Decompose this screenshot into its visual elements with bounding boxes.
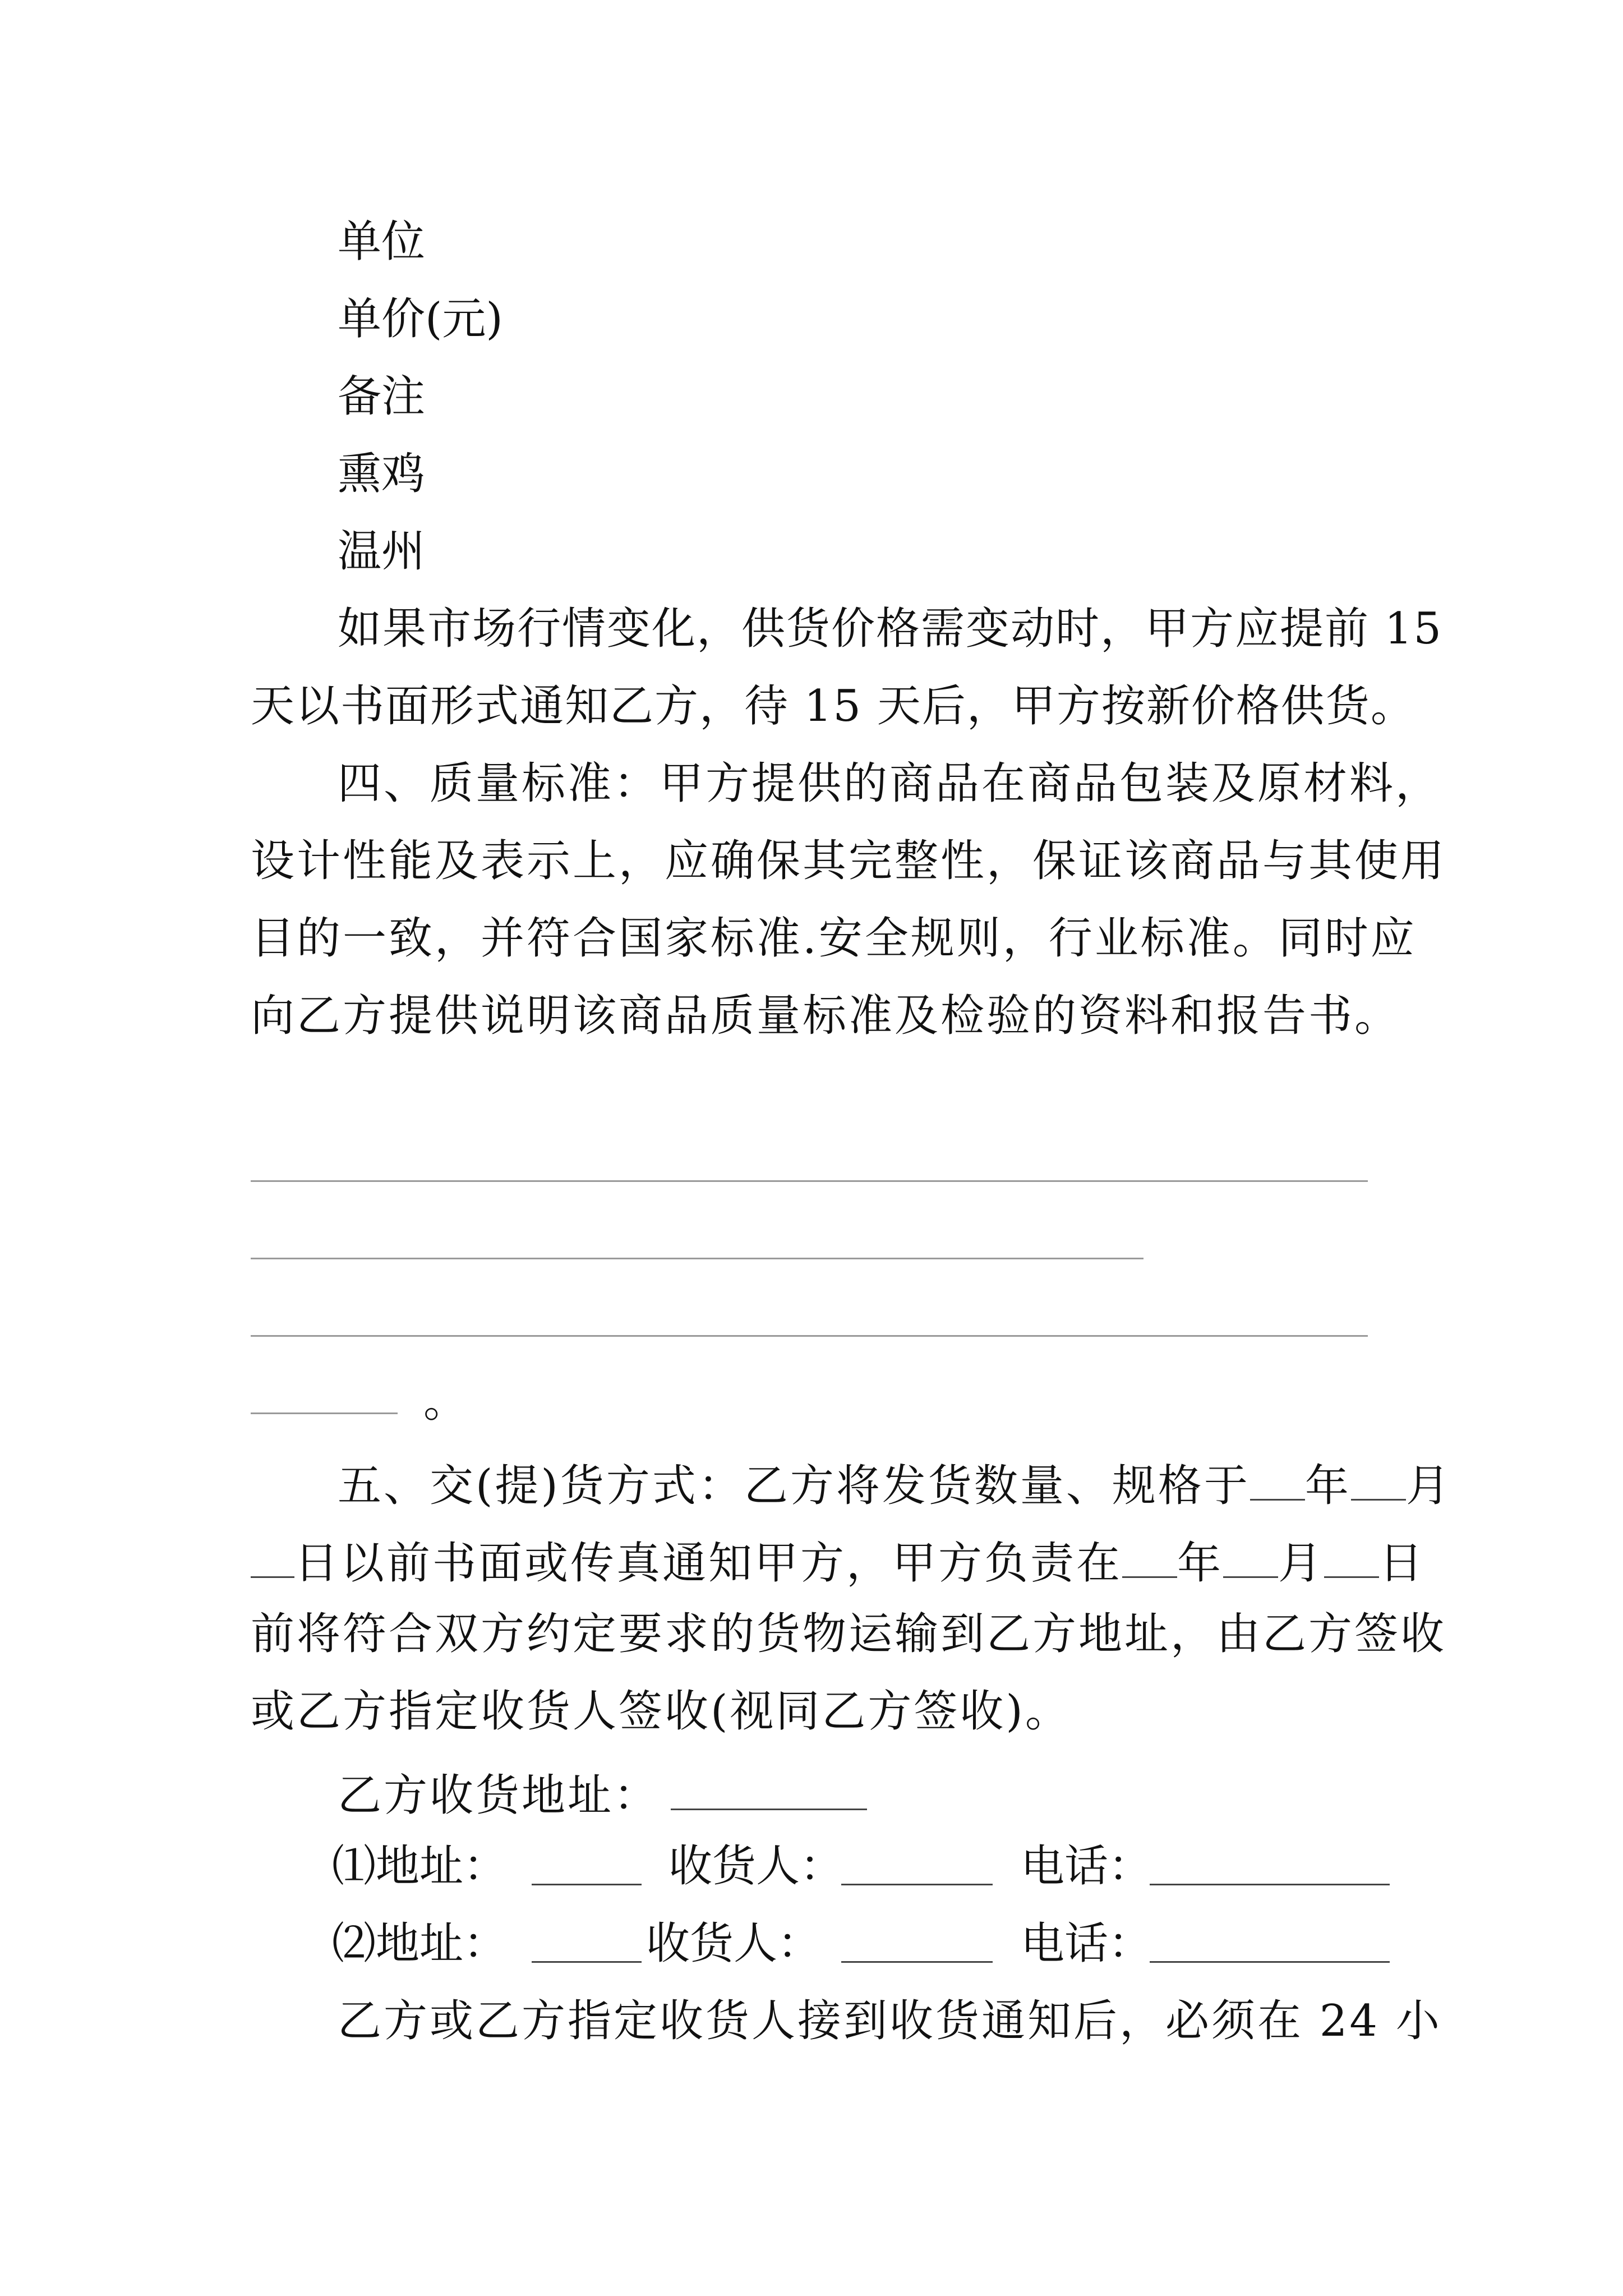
year-label-2: 年 xyxy=(1177,1538,1224,1589)
address-row-1-receiver-label: 收货人： xyxy=(668,1841,844,1892)
blank-rule-2 xyxy=(251,1258,1144,1259)
quality-clause-line-2: 设计性能及表示上，应确保其完整性，保证该商品与其使用 xyxy=(251,836,1447,886)
day-label-2: 日 xyxy=(1379,1538,1426,1589)
address-row-1-phone-label: 电话： xyxy=(1021,1841,1152,1892)
address-row-2-address-blank xyxy=(532,1961,642,1963)
delivery-clause-line-2 xyxy=(251,1535,1426,1589)
delivery-line1-text: 五、交(提)货方式：乙方将发货数量、规格于 xyxy=(338,1461,1250,1512)
address-row-1-address-blank xyxy=(532,1884,642,1885)
address-row-1-phone-blank xyxy=(1150,1884,1390,1885)
month-blank-2 xyxy=(1223,1535,1278,1578)
delivery-line2-text: 日以前书面或传真通知甲方，甲方负责在 xyxy=(294,1538,1123,1589)
price-clause-line-2: 天以书面形式通知乙方，待 15 天后，甲方按新价格供货。 xyxy=(251,681,1415,731)
product-origin: 温州 xyxy=(338,526,426,577)
quality-clause-line-1: 四、质量标准：甲方提供的商品在商品包装及原材料， xyxy=(338,758,1442,809)
address-row-2-label: ⑵地址： xyxy=(332,1918,508,1969)
quality-clause-line-3: 目的一致，并符合国家标准.安全规则，行业标准。同时应 xyxy=(251,913,1417,964)
year-blank-2 xyxy=(1122,1535,1177,1578)
address-row-1-receiver-blank xyxy=(841,1884,993,1885)
notice-clause-line-1: 乙方或乙方指定收货人接到收货通知后，必须在 24 小 xyxy=(338,1996,1442,2046)
delivery-clause-line-4: 或乙方指定收货人签收(视同乙方签收)。 xyxy=(251,1686,1071,1737)
receiving-address-blank xyxy=(671,1767,867,1810)
year-label-1: 年 xyxy=(1304,1461,1351,1512)
quality-clause-line-4: 向乙方提供说明该商品质量标准及检验的资料和报告书。 xyxy=(251,991,1401,1041)
address-row-2-phone-label: 电话： xyxy=(1021,1918,1152,1969)
price-clause-line-1: 如果市场行情变化，供货价格需变动时，甲方应提前 15 xyxy=(338,604,1443,654)
day-blank-2 xyxy=(1324,1535,1379,1578)
remark-header: 备注 xyxy=(338,371,426,422)
blank-rule-3 xyxy=(251,1335,1368,1337)
delivery-clause-line-3: 前将符合双方约定要求的货物运输到乙方地址，由乙方签收 xyxy=(251,1609,1447,1659)
address-row-2-receiver-label: 收货人： xyxy=(646,1918,822,1969)
address-row-2-receiver-blank xyxy=(841,1961,993,1963)
blank-rule-4 xyxy=(251,1412,398,1414)
blank-end-mark: 。 xyxy=(423,1377,468,1427)
address-row-2-phone-blank xyxy=(1150,1961,1390,1963)
blank-rule-1 xyxy=(251,1180,1368,1182)
receiving-address-line xyxy=(338,1767,867,1821)
month-blank-1 xyxy=(1351,1457,1406,1501)
day-blank-1 xyxy=(251,1535,294,1578)
year-blank-1 xyxy=(1250,1457,1305,1501)
month-label-1: 月 xyxy=(1405,1461,1452,1512)
unit-header: 单位 xyxy=(338,217,426,267)
address-row-1-label: ⑴地址： xyxy=(332,1841,508,1892)
price-header: 单价(元) xyxy=(338,294,503,344)
month-label-2: 月 xyxy=(1278,1538,1325,1589)
receiving-address-label: 乙方收货地址： xyxy=(338,1770,660,1821)
product-name: 熏鸡 xyxy=(338,449,426,499)
delivery-clause-line-1 xyxy=(338,1457,1452,1512)
